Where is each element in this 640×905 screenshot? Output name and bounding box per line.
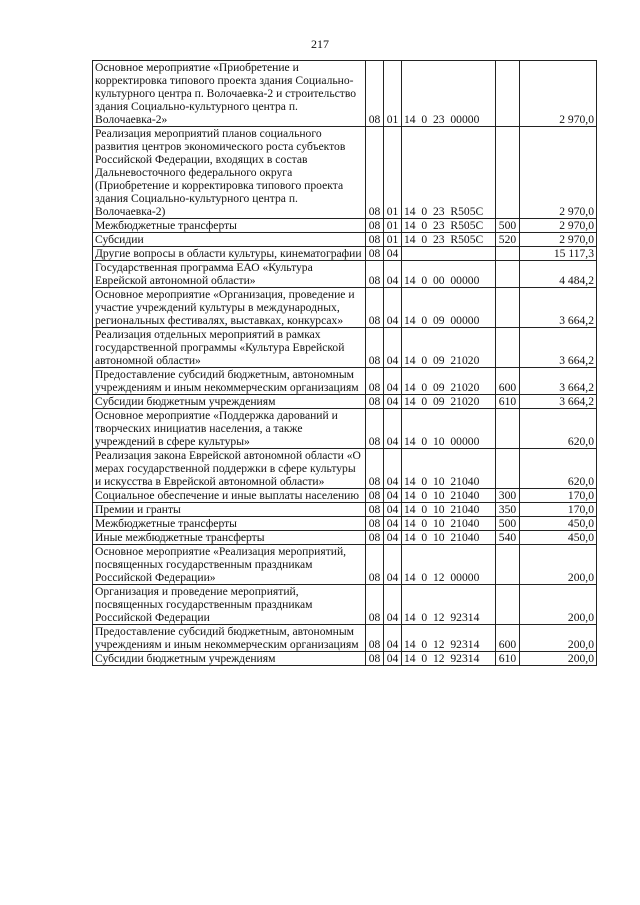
table-row bbox=[93, 625, 597, 652]
expense-type-code-cell: 600 bbox=[496, 625, 520, 652]
expense-type-code-cell bbox=[496, 247, 520, 261]
row-name-cell: Государственная программа ЕАО «Культура Еврейской автономной области» bbox=[93, 261, 366, 288]
amount-cell: 4 484,2 bbox=[520, 261, 597, 288]
expense-type-code-cell: 540 bbox=[496, 531, 520, 545]
section-code-cell: 08 bbox=[366, 545, 384, 585]
target-article-code-cell: 14 0 23 R505C bbox=[402, 219, 496, 233]
target-article-code-cell: 14 0 09 21020 bbox=[402, 395, 496, 409]
expense-type-code-cell: 350 bbox=[496, 503, 520, 517]
amount-cell: 3 664,2 bbox=[520, 288, 597, 328]
section-code-cell: 08 bbox=[366, 61, 384, 127]
subsection-code-cell: 04 bbox=[384, 261, 402, 288]
section-code-cell: 08 bbox=[366, 127, 384, 219]
table-row bbox=[93, 503, 597, 517]
subsection-code-cell: 04 bbox=[384, 247, 402, 261]
expense-type-code-cell bbox=[496, 61, 520, 127]
subsection-code-cell: 04 bbox=[384, 368, 402, 395]
row-name-cell: Межбюджетные трансферты bbox=[93, 517, 366, 531]
subsection-code-cell: 01 bbox=[384, 219, 402, 233]
subsection-code-cell: 04 bbox=[384, 288, 402, 328]
target-article-code-cell: 14 0 10 21040 bbox=[402, 517, 496, 531]
amount-cell: 200,0 bbox=[520, 652, 597, 666]
target-article-code-cell: 14 0 12 92314 bbox=[402, 585, 496, 625]
amount-cell: 2 970,0 bbox=[520, 219, 597, 233]
expense-type-code-cell: 520 bbox=[496, 233, 520, 247]
amount-cell: 15 117,3 bbox=[520, 247, 597, 261]
target-article-code-cell: 14 0 00 00000 bbox=[402, 261, 496, 288]
section-code-cell: 08 bbox=[366, 489, 384, 503]
table-row bbox=[93, 409, 597, 449]
target-article-code-cell: 14 0 09 21020 bbox=[402, 368, 496, 395]
amount-cell: 200,0 bbox=[520, 545, 597, 585]
target-article-code-cell: 14 0 09 21020 bbox=[402, 328, 496, 368]
amount-cell: 200,0 bbox=[520, 625, 597, 652]
target-article-code-cell: 14 0 12 92314 bbox=[402, 625, 496, 652]
subsection-code-cell: 04 bbox=[384, 517, 402, 531]
section-code-cell: 08 bbox=[366, 409, 384, 449]
table-row bbox=[93, 61, 597, 127]
row-name-cell: Межбюджетные трансферты bbox=[93, 219, 366, 233]
expense-type-code-cell bbox=[496, 585, 520, 625]
table-row bbox=[93, 328, 597, 368]
subsection-code-cell: 04 bbox=[384, 625, 402, 652]
amount-cell: 3 664,2 bbox=[520, 368, 597, 395]
expense-type-code-cell bbox=[496, 449, 520, 489]
target-article-code-cell: 14 0 23 R505C bbox=[402, 233, 496, 247]
row-name-cell: Основное мероприятие «Приобретение и корректировка типового проекта здания Социально-культурного центра п. Волочаевка-2 и строительство здания Социально-культурного центра п. Волочаевка-2» bbox=[93, 61, 366, 127]
table-row bbox=[93, 288, 597, 328]
amount-cell: 170,0 bbox=[520, 503, 597, 517]
target-article-code-cell: 14 0 10 21040 bbox=[402, 531, 496, 545]
subsection-code-cell: 04 bbox=[384, 489, 402, 503]
target-article-code-cell: 14 0 10 21040 bbox=[402, 489, 496, 503]
subsection-code-cell: 04 bbox=[384, 585, 402, 625]
section-code-cell: 08 bbox=[366, 517, 384, 531]
target-article-code-cell: 14 0 09 00000 bbox=[402, 288, 496, 328]
expense-type-code-cell: 500 bbox=[496, 517, 520, 531]
table-row bbox=[93, 531, 597, 545]
expense-type-code-cell: 610 bbox=[496, 395, 520, 409]
target-article-code-cell: 14 0 10 00000 bbox=[402, 409, 496, 449]
table-row bbox=[93, 368, 597, 395]
subsection-code-cell: 04 bbox=[384, 503, 402, 517]
budget-table-body bbox=[93, 61, 597, 666]
target-article-code-cell: 14 0 10 21040 bbox=[402, 503, 496, 517]
expense-type-code-cell bbox=[496, 328, 520, 368]
table-row bbox=[93, 247, 597, 261]
section-code-cell: 08 bbox=[366, 585, 384, 625]
table-row bbox=[93, 652, 597, 666]
section-code-cell: 08 bbox=[366, 625, 384, 652]
subsection-code-cell: 04 bbox=[384, 449, 402, 489]
amount-cell: 620,0 bbox=[520, 449, 597, 489]
section-code-cell: 08 bbox=[366, 449, 384, 489]
subsection-code-cell: 04 bbox=[384, 545, 402, 585]
row-name-cell: Реализация отдельных мероприятий в рамках государственной программы «Культура Еврейской автономной области» bbox=[93, 328, 366, 368]
row-name-cell: Основное мероприятие «Организация, проведение и участие учреждений культуры в международных, региональных фестивалях, выставках, конкурсах» bbox=[93, 288, 366, 328]
target-article-code-cell: 14 0 12 92314 bbox=[402, 652, 496, 666]
target-article-code-cell: 14 0 23 00000 bbox=[402, 61, 496, 127]
table-row bbox=[93, 517, 597, 531]
amount-cell: 2 970,0 bbox=[520, 127, 597, 219]
table-row bbox=[93, 585, 597, 625]
section-code-cell: 08 bbox=[366, 531, 384, 545]
row-name-cell: Реализация закона Еврейской автономной области «О мерах государственной поддержки в сфере культуры и искусства в Еврейской автономной области» bbox=[93, 449, 366, 489]
table-row bbox=[93, 449, 597, 489]
expense-type-code-cell bbox=[496, 545, 520, 585]
section-code-cell: 08 bbox=[366, 219, 384, 233]
section-code-cell: 08 bbox=[366, 261, 384, 288]
row-name-cell: Иные межбюджетные трансферты bbox=[93, 531, 366, 545]
amount-cell: 620,0 bbox=[520, 409, 597, 449]
expense-type-code-cell bbox=[496, 409, 520, 449]
amount-cell: 450,0 bbox=[520, 517, 597, 531]
section-code-cell: 08 bbox=[366, 288, 384, 328]
target-article-code-cell bbox=[402, 247, 496, 261]
amount-cell: 3 664,2 bbox=[520, 395, 597, 409]
section-code-cell: 08 bbox=[366, 233, 384, 247]
subsection-code-cell: 04 bbox=[384, 409, 402, 449]
amount-cell: 2 970,0 bbox=[520, 61, 597, 127]
table-row bbox=[93, 219, 597, 233]
expense-type-code-cell bbox=[496, 127, 520, 219]
section-code-cell: 08 bbox=[366, 368, 384, 395]
section-code-cell: 08 bbox=[366, 247, 384, 261]
amount-cell: 2 970,0 bbox=[520, 233, 597, 247]
target-article-code-cell: 14 0 10 21040 bbox=[402, 449, 496, 489]
subsection-code-cell: 01 bbox=[384, 61, 402, 127]
table-row bbox=[93, 395, 597, 409]
subsection-code-cell: 04 bbox=[384, 531, 402, 545]
amount-cell: 200,0 bbox=[520, 585, 597, 625]
amount-cell: 450,0 bbox=[520, 531, 597, 545]
expense-type-code-cell: 600 bbox=[496, 368, 520, 395]
section-code-cell: 08 bbox=[366, 503, 384, 517]
row-name-cell: Основное мероприятие «Реализация мероприятий, посвященных государственным праздникам Российской Федерации» bbox=[93, 545, 366, 585]
budget-table bbox=[92, 60, 597, 666]
target-article-code-cell: 14 0 12 00000 bbox=[402, 545, 496, 585]
row-name-cell: Субсидии bbox=[93, 233, 366, 247]
section-code-cell: 08 bbox=[366, 652, 384, 666]
row-name-cell: Социальное обеспечение и иные выплаты населению bbox=[93, 489, 366, 503]
row-name-cell: Организация и проведение мероприятий, посвященных государственным праздникам Российской Федерации bbox=[93, 585, 366, 625]
expense-type-code-cell bbox=[496, 261, 520, 288]
row-name-cell: Субсидии бюджетным учреждениям bbox=[93, 395, 366, 409]
amount-cell: 3 664,2 bbox=[520, 328, 597, 368]
subsection-code-cell: 04 bbox=[384, 652, 402, 666]
subsection-code-cell: 04 bbox=[384, 395, 402, 409]
table-row bbox=[93, 545, 597, 585]
table-row bbox=[93, 233, 597, 247]
section-code-cell: 08 bbox=[366, 395, 384, 409]
table-row bbox=[93, 261, 597, 288]
page-number: 217 bbox=[311, 37, 329, 51]
target-article-code-cell: 14 0 23 R505C bbox=[402, 127, 496, 219]
subsection-code-cell: 01 bbox=[384, 233, 402, 247]
section-code-cell: 08 bbox=[366, 328, 384, 368]
expense-type-code-cell: 610 bbox=[496, 652, 520, 666]
row-name-cell: Субсидии бюджетным учреждениям bbox=[93, 652, 366, 666]
table-row bbox=[93, 127, 597, 219]
subsection-code-cell: 04 bbox=[384, 328, 402, 368]
row-name-cell: Основное мероприятие «Поддержка дарований и творческих инициатив населения, а также учреждений в сфере культуры» bbox=[93, 409, 366, 449]
row-name-cell: Другие вопросы в области культуры, кинематографии bbox=[93, 247, 366, 261]
expense-type-code-cell bbox=[496, 288, 520, 328]
row-name-cell: Реализация мероприятий планов социального развития центров экономического роста субъектов Российской Федерации, входящих в состав Дальневосточного федерального округа (Приобретение и корректировка типового проекта здания Социально-культурного центра п. Волочаевка-2) bbox=[93, 127, 366, 219]
expense-type-code-cell: 300 bbox=[496, 489, 520, 503]
amount-cell: 170,0 bbox=[520, 489, 597, 503]
table-row bbox=[93, 489, 597, 503]
row-name-cell: Предоставление субсидий бюджетным, автономным учреждениям и иным некоммерческим организациям bbox=[93, 625, 366, 652]
row-name-cell: Премии и гранты bbox=[93, 503, 366, 517]
subsection-code-cell: 01 bbox=[384, 127, 402, 219]
expense-type-code-cell: 500 bbox=[496, 219, 520, 233]
row-name-cell: Предоставление субсидий бюджетным, автономным учреждениям и иным некоммерческим организациям bbox=[93, 368, 366, 395]
